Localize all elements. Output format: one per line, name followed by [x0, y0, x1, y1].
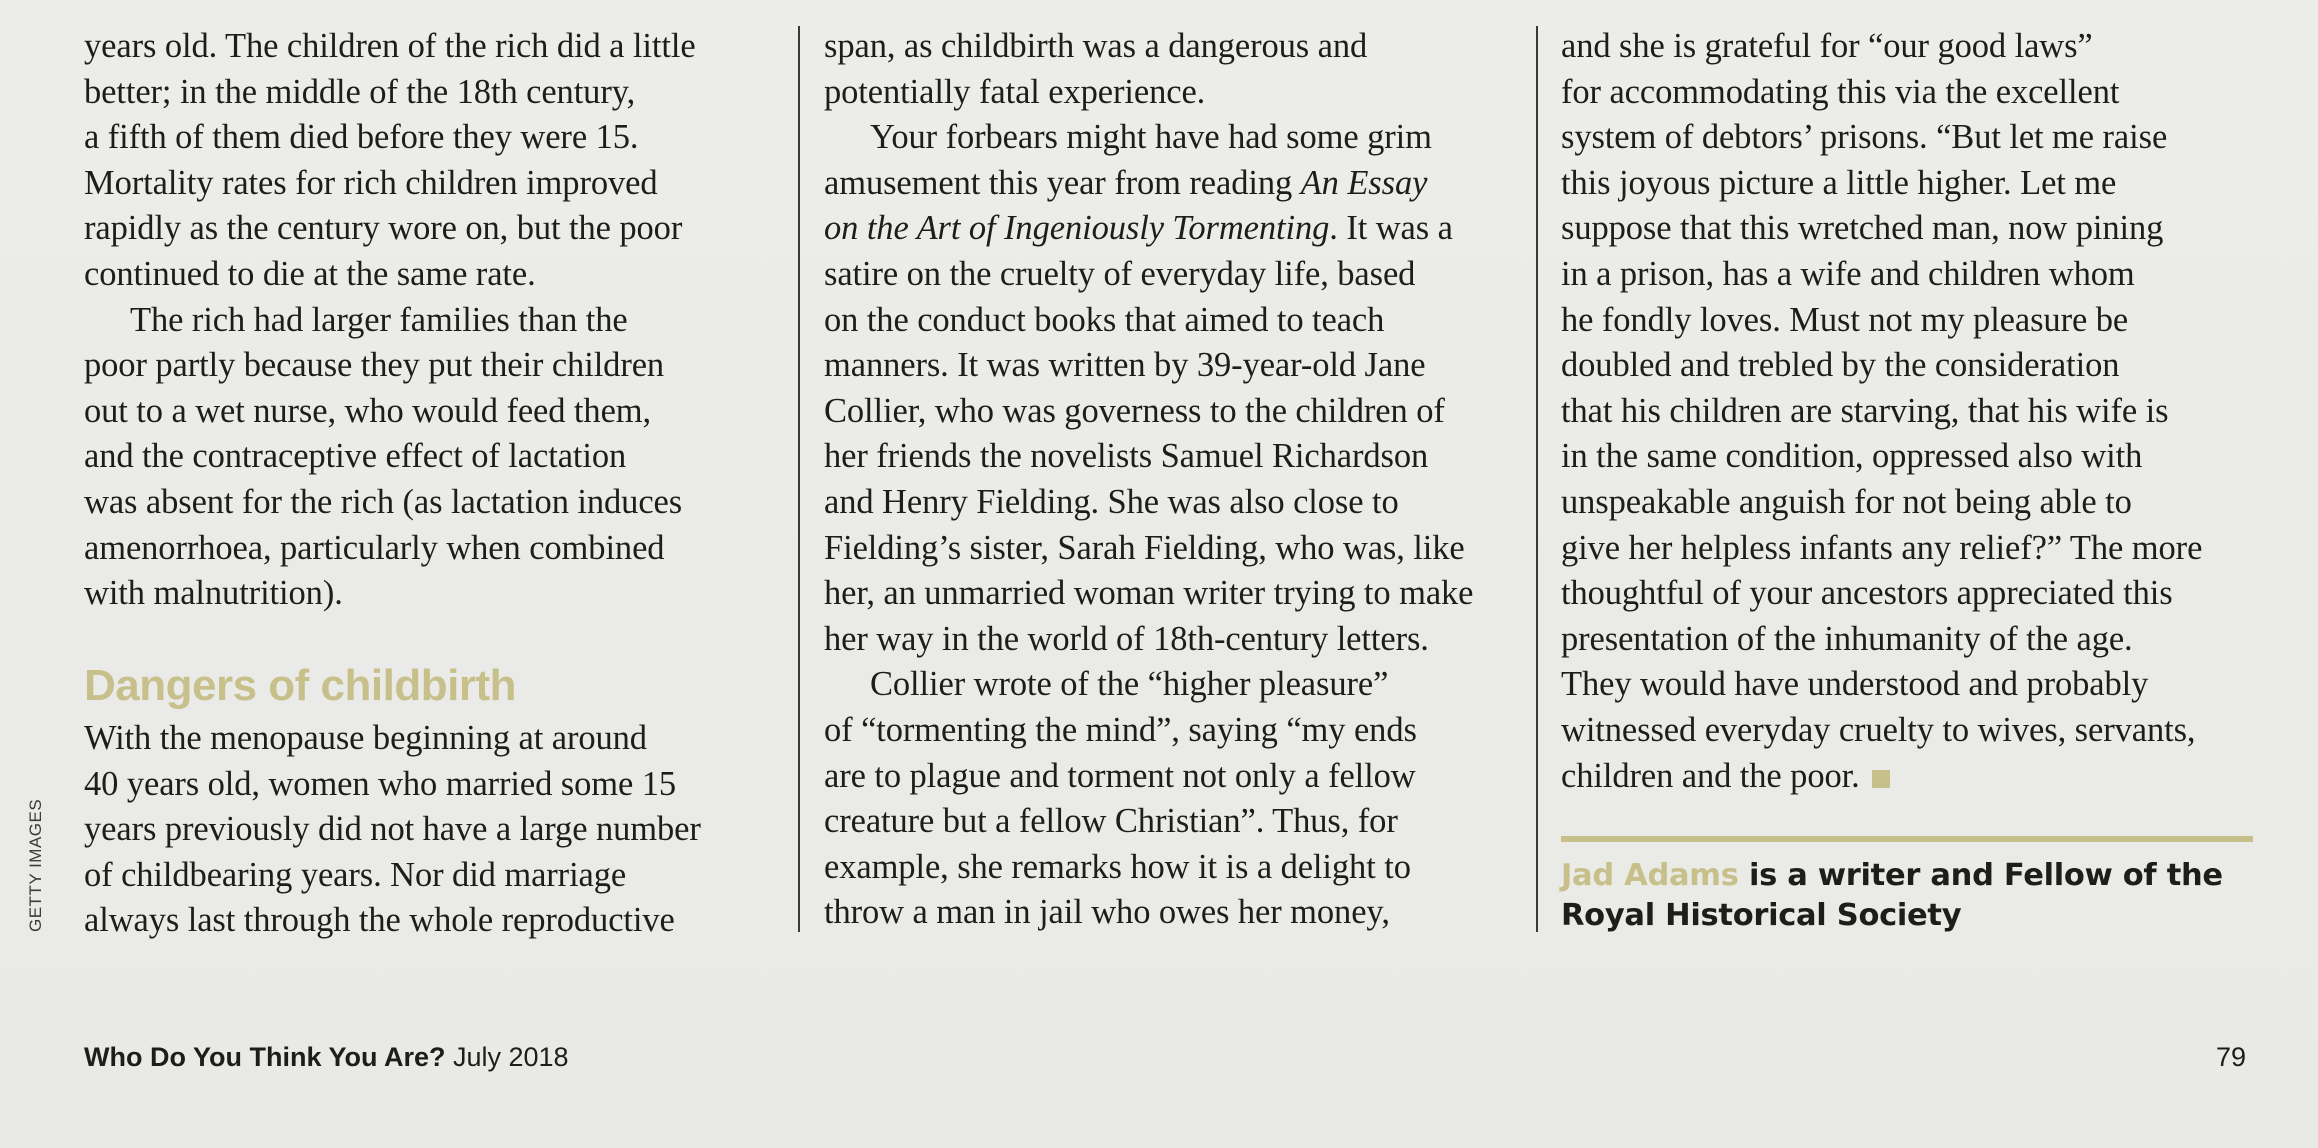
- text-line: thoughtful of your ancestors appreciated this: [1561, 574, 2173, 613]
- text-line: a fifth of them died before they were 15.: [84, 118, 639, 157]
- text-line: he fondly loves. Must not my pleasure be: [1561, 300, 2129, 339]
- text-line: years previously did not have a large number: [84, 810, 701, 849]
- text-line: Your forbears might have had some grim: [870, 118, 1432, 157]
- text-line: With the menopause beginning at around: [84, 719, 647, 757]
- text-line: The rich had larger families than the: [130, 300, 628, 339]
- photo-credit: GETTY IMAGES: [26, 798, 45, 932]
- author-name: Jad Adams: [1561, 858, 1739, 893]
- text-line: Collier, who was governess to the children of: [824, 391, 1445, 430]
- text-line: in a prison, has a wife and children whom: [1561, 254, 2135, 293]
- text-line: and Henry Fielding. She was also close to: [824, 482, 1399, 521]
- text-line: and she is grateful for “our good laws”: [1561, 27, 2093, 65]
- text-line: They would have understood and probably: [1561, 665, 2149, 704]
- text-line: of “tormenting the mind”, saying “my ends: [824, 710, 1417, 749]
- page-number: 79: [2215, 1042, 2246, 1072]
- text-line: system of debtors’ prisons. “But let me raise: [1561, 118, 2168, 157]
- text-line: are to plague and torment not only a fellow: [824, 756, 1416, 795]
- text-line: continued to die at the same rate.: [84, 254, 536, 293]
- column-2: [824, 24, 1524, 936]
- text-line: Mortality rates for rich children improved: [84, 163, 658, 202]
- text-line: with malnutrition).: [84, 574, 343, 613]
- text-line: her, an unmarried woman writer trying to make: [824, 574, 1474, 613]
- book-title: on the Art of Ingeniously Tormenting: [824, 209, 1330, 248]
- text-line: throw a man in jail who owes her money,: [824, 893, 1390, 932]
- end-mark-icon: [1872, 770, 1890, 788]
- text-line: presentation of the inhumanity of the age.: [1561, 619, 2133, 658]
- text-line: on the conduct books that aimed to teach: [824, 300, 1385, 339]
- text-line: that his children are starving, that his wife is: [1561, 391, 2169, 430]
- text-line: amusement this year from reading An Essay: [824, 163, 1428, 202]
- text-line: example, she remarks how it is a delight to: [824, 847, 1411, 886]
- column-1: [84, 24, 784, 617]
- text-line: potentially fatal experience.: [824, 72, 1206, 111]
- magazine-title: Who Do You Think You Are?: [84, 1042, 446, 1072]
- text-line: 40 years old, women who married some 15: [84, 764, 677, 803]
- text-line: Fielding’s sister, Sarah Fielding, who was, like: [824, 528, 1465, 567]
- text-line: of childbearing years. Nor did marriage: [84, 855, 627, 894]
- column-divider: [1536, 26, 1538, 932]
- text-line: span, as childbirth was a dangerous and: [824, 27, 1368, 65]
- book-title: An Essay: [1300, 163, 1428, 202]
- text-line: rapidly as the century wore on, but the poor: [84, 209, 683, 248]
- text-line: manners. It was written by 39-year-old Jane: [824, 346, 1426, 385]
- text-line: her friends the novelists Samuel Richardson: [824, 437, 1429, 476]
- text-line: suppose that this wretched man, now pining: [1561, 209, 2164, 248]
- text-line: Collier wrote of the “higher pleasure”: [870, 665, 1389, 704]
- text-line: witnessed everyday cruelty to wives, servants,: [1561, 710, 2196, 749]
- text-line: years old. The children of the rich did a little: [84, 27, 696, 65]
- text-line: amenorrhoea, particularly when combined: [84, 528, 665, 567]
- text-line: unspeakable anguish for not being able to: [1561, 482, 2132, 521]
- bio-divider: [1561, 836, 2253, 842]
- column-3: [1561, 24, 2261, 799]
- bio-line-2: Royal Historical Society: [1561, 898, 1962, 933]
- text-line: and the contraceptive effect of lactation: [84, 437, 627, 476]
- text-line: for accommodating this via the excellent: [1561, 72, 2120, 111]
- footer: [84, 1040, 569, 1074]
- text-line-last: [1561, 754, 2261, 800]
- text-line: this joyous picture a little higher. Let me: [1561, 163, 2117, 202]
- text-line: doubled and trebled by the consideration: [1561, 346, 2120, 385]
- text-line: satire on the cruelty of everyday life, based: [824, 254, 1416, 293]
- issue-date: July 2018: [445, 1042, 569, 1072]
- text-line: in the same condition, oppressed also with: [1561, 437, 2143, 476]
- column-1-continued: [84, 716, 784, 944]
- text-line: was absent for the rich (as lactation induces: [84, 482, 683, 521]
- section-heading: Dangers of childbirth: [84, 661, 516, 710]
- last-line-text: children and the poor.: [1561, 756, 1860, 795]
- column-divider: [798, 26, 800, 932]
- text-line: give her helpless infants any relief?” The more: [1561, 528, 2203, 567]
- text-line: out to a wet nurse, who would feed them,: [84, 391, 652, 430]
- text-line: on the Art of Ingeniously Tormenting. It was a: [824, 209, 1453, 248]
- text-line: poor partly because they put their children: [84, 346, 665, 385]
- text-line: always last through the whole reproductive: [84, 901, 675, 940]
- author-bio: [1561, 856, 2261, 936]
- text-line: her way in the world of 18th-century letters.: [824, 619, 1429, 658]
- bio-line-1: [1561, 856, 2261, 896]
- text-line: creature but a fellow Christian”. Thus, for: [824, 802, 1398, 841]
- bio-text: is a writer and Fellow of the: [1738, 858, 2223, 893]
- text-line: better; in the middle of the 18th century,: [84, 72, 636, 111]
